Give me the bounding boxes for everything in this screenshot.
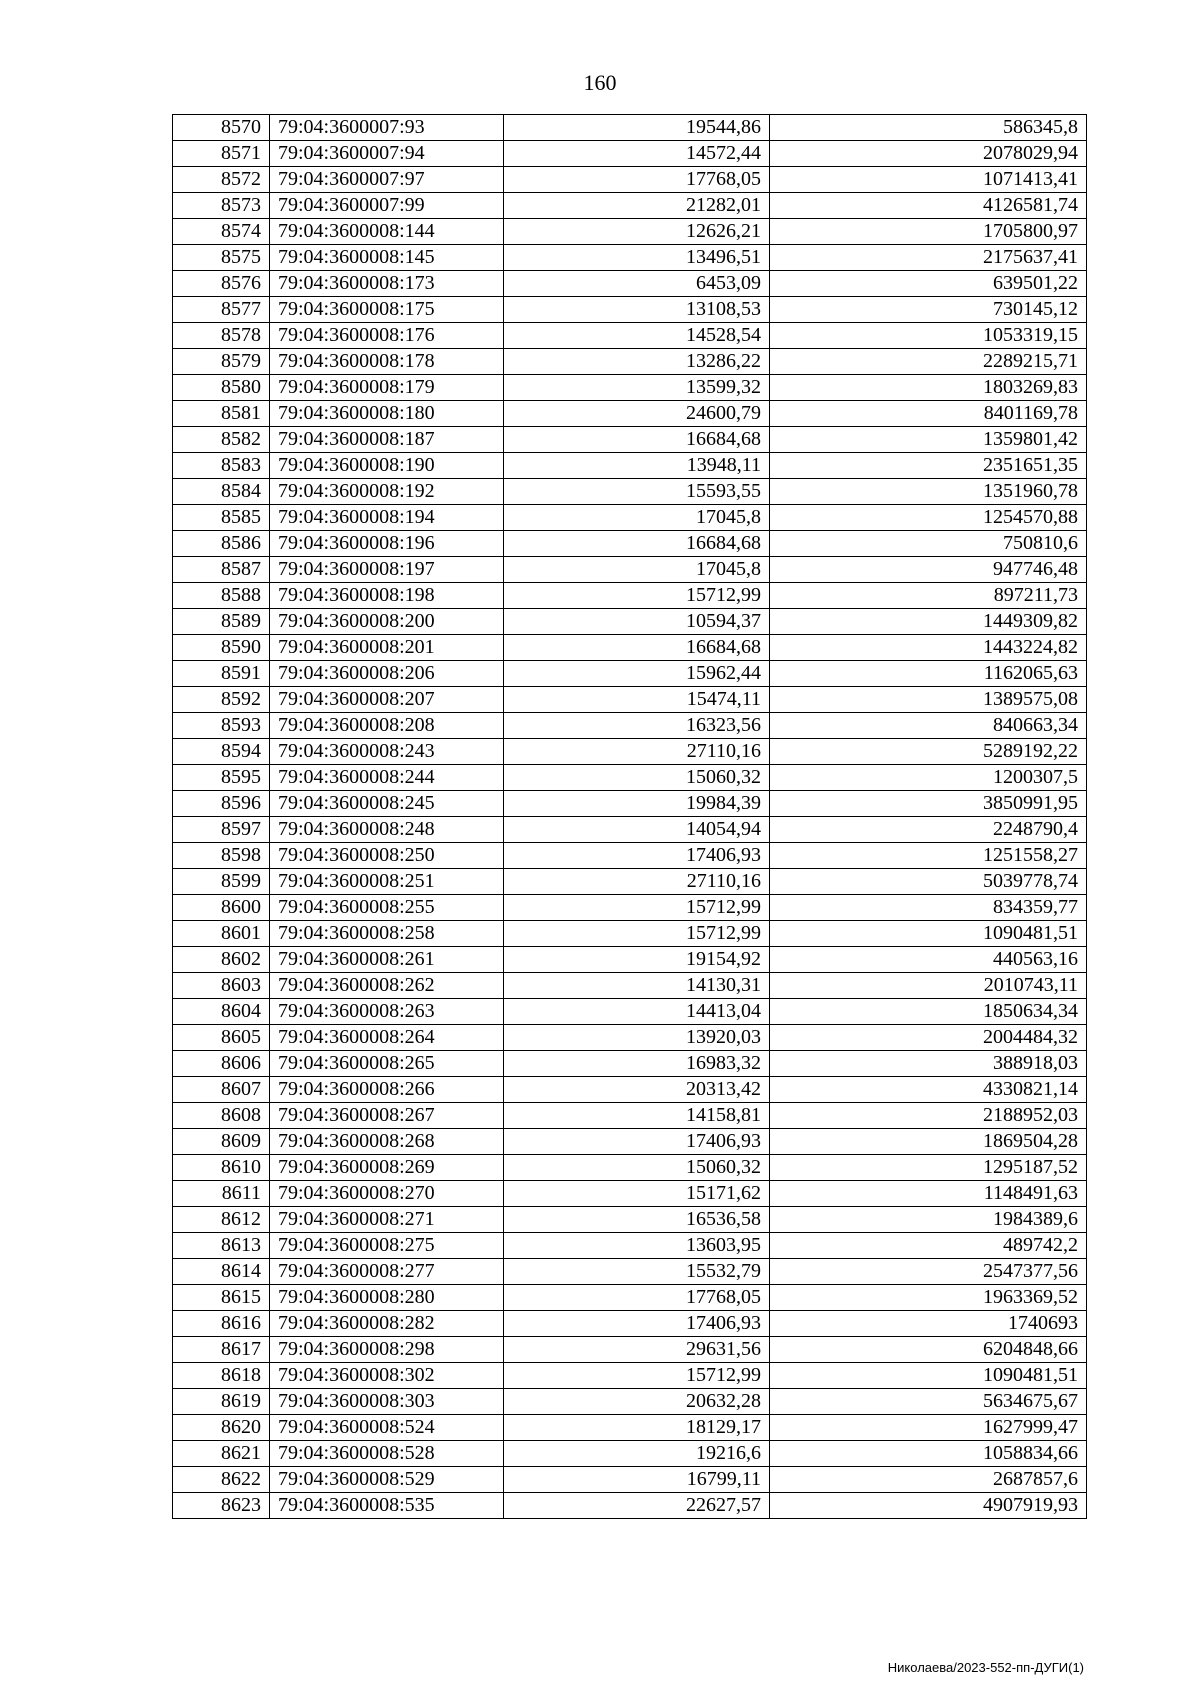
cadastral-number-cell: 79:04:3600008:248 [270, 817, 504, 843]
cadastral-number-cell: 79:04:3600008:196 [270, 531, 504, 557]
table-row [173, 1259, 1087, 1285]
table-row [173, 635, 1087, 661]
table-row [173, 609, 1087, 635]
row-number-cell: 8602 [173, 947, 270, 973]
cadastral-number-cell: 79:04:3600008:175 [270, 297, 504, 323]
row-number-cell: 8606 [173, 1051, 270, 1077]
table-row [173, 1025, 1087, 1051]
table-row [173, 583, 1087, 609]
area-cell: 19984,39 [504, 791, 770, 817]
row-number-cell: 8579 [173, 349, 270, 375]
cadastral-number-cell: 79:04:3600008:528 [270, 1441, 504, 1467]
value-cell: 1449309,82 [770, 609, 1087, 635]
cadastral-number-cell: 79:04:3600007:97 [270, 167, 504, 193]
area-cell: 15060,32 [504, 1155, 770, 1181]
cadastral-number-cell: 79:04:3600008:145 [270, 245, 504, 271]
table-row [173, 869, 1087, 895]
row-number-cell: 8600 [173, 895, 270, 921]
table-row [173, 713, 1087, 739]
document-reference: Николаева/2023-552-пп-ДУГИ(1) [887, 1660, 1084, 1675]
cadastral-number-cell: 79:04:3600008:244 [270, 765, 504, 791]
value-cell: 1200307,5 [770, 765, 1087, 791]
area-cell: 17406,93 [504, 843, 770, 869]
row-number-cell: 8576 [173, 271, 270, 297]
area-cell: 16684,68 [504, 427, 770, 453]
table-row [173, 1181, 1087, 1207]
table-row [173, 219, 1087, 245]
area-cell: 13496,51 [504, 245, 770, 271]
area-cell: 20632,28 [504, 1389, 770, 1415]
cadastral-number-cell: 79:04:3600008:192 [270, 479, 504, 505]
row-number-cell: 8588 [173, 583, 270, 609]
table-row [173, 1337, 1087, 1363]
area-cell: 16323,56 [504, 713, 770, 739]
row-number-cell: 8589 [173, 609, 270, 635]
row-number-cell: 8597 [173, 817, 270, 843]
table-row [173, 765, 1087, 791]
row-number-cell: 8615 [173, 1285, 270, 1311]
area-cell: 19544,86 [504, 115, 770, 141]
value-cell: 1254570,88 [770, 505, 1087, 531]
table-row [173, 427, 1087, 453]
row-number-cell: 8584 [173, 479, 270, 505]
row-number-cell: 8582 [173, 427, 270, 453]
table-row [173, 973, 1087, 999]
value-cell: 440563,16 [770, 947, 1087, 973]
area-cell: 13599,32 [504, 375, 770, 401]
row-number-cell: 8581 [173, 401, 270, 427]
area-cell: 15060,32 [504, 765, 770, 791]
area-cell: 27110,16 [504, 739, 770, 765]
value-cell: 3850991,95 [770, 791, 1087, 817]
table-row [173, 999, 1087, 1025]
row-number-cell: 8613 [173, 1233, 270, 1259]
table-row [173, 245, 1087, 271]
value-cell: 6204848,66 [770, 1337, 1087, 1363]
table-row [173, 661, 1087, 687]
value-cell: 1850634,34 [770, 999, 1087, 1025]
cadastral-number-cell: 79:04:3600008:270 [270, 1181, 504, 1207]
value-cell: 947746,48 [770, 557, 1087, 583]
area-cell: 13948,11 [504, 453, 770, 479]
table-row [173, 687, 1087, 713]
cadastral-number-cell: 79:04:3600008:179 [270, 375, 504, 401]
row-number-cell: 8575 [173, 245, 270, 271]
area-cell: 24600,79 [504, 401, 770, 427]
value-cell: 897211,73 [770, 583, 1087, 609]
table-row [173, 921, 1087, 947]
table-row [173, 141, 1087, 167]
value-cell: 1740693 [770, 1311, 1087, 1337]
row-number-cell: 8596 [173, 791, 270, 817]
row-number-cell: 8610 [173, 1155, 270, 1181]
value-cell: 639501,22 [770, 271, 1087, 297]
row-number-cell: 8598 [173, 843, 270, 869]
table-row [173, 1493, 1087, 1519]
area-cell: 15712,99 [504, 921, 770, 947]
row-number-cell: 8572 [173, 167, 270, 193]
table-row [173, 739, 1087, 765]
cadastral-number-cell: 79:04:3600008:302 [270, 1363, 504, 1389]
row-number-cell: 8594 [173, 739, 270, 765]
row-number-cell: 8612 [173, 1207, 270, 1233]
row-number-cell: 8609 [173, 1129, 270, 1155]
cadastral-number-cell: 79:04:3600007:94 [270, 141, 504, 167]
value-cell: 5039778,74 [770, 869, 1087, 895]
area-cell: 17045,8 [504, 557, 770, 583]
value-cell: 5289192,22 [770, 739, 1087, 765]
value-cell: 1627999,47 [770, 1415, 1087, 1441]
value-cell: 2078029,94 [770, 141, 1087, 167]
area-cell: 14054,94 [504, 817, 770, 843]
table-row [173, 531, 1087, 557]
area-cell: 16684,68 [504, 531, 770, 557]
cadastral-number-cell: 79:04:3600008:180 [270, 401, 504, 427]
value-cell: 1251558,27 [770, 843, 1087, 869]
row-number-cell: 8623 [173, 1493, 270, 1519]
table-row [173, 791, 1087, 817]
cadastral-number-cell: 79:04:3600008:190 [270, 453, 504, 479]
value-cell: 750810,6 [770, 531, 1087, 557]
row-number-cell: 8619 [173, 1389, 270, 1415]
cadastral-number-cell: 79:04:3600008:201 [270, 635, 504, 661]
cadastral-number-cell: 79:04:3600008:271 [270, 1207, 504, 1233]
table-row [173, 271, 1087, 297]
cadastral-number-cell: 79:04:3600008:243 [270, 739, 504, 765]
value-cell: 4330821,14 [770, 1077, 1087, 1103]
table-row [173, 323, 1087, 349]
row-number-cell: 8601 [173, 921, 270, 947]
cadastral-number-cell: 79:04:3600008:535 [270, 1493, 504, 1519]
area-cell: 17406,93 [504, 1311, 770, 1337]
table-row [173, 297, 1087, 323]
area-cell: 13603,95 [504, 1233, 770, 1259]
value-cell: 2351651,35 [770, 453, 1087, 479]
area-cell: 14158,81 [504, 1103, 770, 1129]
area-cell: 16983,32 [504, 1051, 770, 1077]
row-number-cell: 8611 [173, 1181, 270, 1207]
row-number-cell: 8585 [173, 505, 270, 531]
table-row [173, 1467, 1087, 1493]
row-number-cell: 8574 [173, 219, 270, 245]
table-row [173, 349, 1087, 375]
area-cell: 17045,8 [504, 505, 770, 531]
table-row [173, 1129, 1087, 1155]
area-cell: 17768,05 [504, 167, 770, 193]
area-cell: 27110,16 [504, 869, 770, 895]
row-number-cell: 8607 [173, 1077, 270, 1103]
cadastral-number-cell: 79:04:3600008:255 [270, 895, 504, 921]
cadastral-number-cell: 79:04:3600008:268 [270, 1129, 504, 1155]
row-number-cell: 8614 [173, 1259, 270, 1285]
value-cell: 1090481,51 [770, 921, 1087, 947]
table-row [173, 1155, 1087, 1181]
area-cell: 14572,44 [504, 141, 770, 167]
value-cell: 1053319,15 [770, 323, 1087, 349]
value-cell: 2289215,71 [770, 349, 1087, 375]
row-number-cell: 8571 [173, 141, 270, 167]
area-cell: 19154,92 [504, 947, 770, 973]
value-cell: 4126581,74 [770, 193, 1087, 219]
cadastral-number-cell: 79:04:3600008:267 [270, 1103, 504, 1129]
value-cell: 1984389,6 [770, 1207, 1087, 1233]
area-cell: 18129,17 [504, 1415, 770, 1441]
area-cell: 16684,68 [504, 635, 770, 661]
row-number-cell: 8573 [173, 193, 270, 219]
cadastral-number-cell: 79:04:3600008:194 [270, 505, 504, 531]
value-cell: 1162065,63 [770, 661, 1087, 687]
row-number-cell: 8595 [173, 765, 270, 791]
area-cell: 15712,99 [504, 1363, 770, 1389]
table-row [173, 1207, 1087, 1233]
table-row [173, 1077, 1087, 1103]
value-cell: 388918,03 [770, 1051, 1087, 1077]
table-row [173, 1103, 1087, 1129]
cadastral-number-cell: 79:04:3600008:261 [270, 947, 504, 973]
value-cell: 1803269,83 [770, 375, 1087, 401]
table-row [173, 1311, 1087, 1337]
table-row [173, 1051, 1087, 1077]
cadastral-number-cell: 79:04:3600008:262 [270, 973, 504, 999]
cadastral-number-cell: 79:04:3600008:275 [270, 1233, 504, 1259]
value-cell: 1389575,08 [770, 687, 1087, 713]
cadastral-number-cell: 79:04:3600008:263 [270, 999, 504, 1025]
cadastral-number-cell: 79:04:3600008:250 [270, 843, 504, 869]
cadastral-number-cell: 79:04:3600008:198 [270, 583, 504, 609]
row-number-cell: 8577 [173, 297, 270, 323]
row-number-cell: 8622 [173, 1467, 270, 1493]
row-number-cell: 8587 [173, 557, 270, 583]
cadastral-number-cell: 79:04:3600008:173 [270, 271, 504, 297]
table-row [173, 1233, 1087, 1259]
value-cell: 8401169,78 [770, 401, 1087, 427]
table-row [173, 1441, 1087, 1467]
value-cell: 489742,2 [770, 1233, 1087, 1259]
value-cell: 1295187,52 [770, 1155, 1087, 1181]
table-row [173, 1389, 1087, 1415]
value-cell: 2687857,6 [770, 1467, 1087, 1493]
table-body [173, 115, 1087, 1519]
cadastral-number-cell: 79:04:3600008:176 [270, 323, 504, 349]
area-cell: 22627,57 [504, 1493, 770, 1519]
table-row [173, 1363, 1087, 1389]
table-row [173, 115, 1087, 141]
page-number: 160 [583, 70, 617, 95]
value-cell: 4907919,93 [770, 1493, 1087, 1519]
area-cell: 20313,42 [504, 1077, 770, 1103]
cadastral-number-cell: 79:04:3600008:200 [270, 609, 504, 635]
row-number-cell: 8590 [173, 635, 270, 661]
table-row [173, 505, 1087, 531]
row-number-cell: 8592 [173, 687, 270, 713]
area-cell: 13108,53 [504, 297, 770, 323]
area-cell: 13286,22 [504, 349, 770, 375]
value-cell: 2175637,41 [770, 245, 1087, 271]
value-cell: 5634675,67 [770, 1389, 1087, 1415]
cadastral-number-cell: 79:04:3600008:266 [270, 1077, 504, 1103]
cadastral-number-cell: 79:04:3600008:298 [270, 1337, 504, 1363]
area-cell: 16799,11 [504, 1467, 770, 1493]
value-cell: 730145,12 [770, 297, 1087, 323]
area-cell: 15474,11 [504, 687, 770, 713]
table-row [173, 817, 1087, 843]
area-cell: 13920,03 [504, 1025, 770, 1051]
value-cell: 1705800,97 [770, 219, 1087, 245]
value-cell: 2004484,32 [770, 1025, 1087, 1051]
row-number-cell: 8583 [173, 453, 270, 479]
row-number-cell: 8604 [173, 999, 270, 1025]
row-number-cell: 8618 [173, 1363, 270, 1389]
cadastral-number-cell: 79:04:3600008:258 [270, 921, 504, 947]
value-cell: 1351960,78 [770, 479, 1087, 505]
table-row [173, 947, 1087, 973]
cadastral-number-cell: 79:04:3600008:245 [270, 791, 504, 817]
area-cell: 21282,01 [504, 193, 770, 219]
row-number-cell: 8599 [173, 869, 270, 895]
cadastral-number-cell: 79:04:3600008:208 [270, 713, 504, 739]
value-cell: 840663,34 [770, 713, 1087, 739]
table-row [173, 895, 1087, 921]
row-number-cell: 8591 [173, 661, 270, 687]
cadastral-number-cell: 79:04:3600008:280 [270, 1285, 504, 1311]
cadastral-number-cell: 79:04:3600008:524 [270, 1415, 504, 1441]
area-cell: 15532,79 [504, 1259, 770, 1285]
value-cell: 2547377,56 [770, 1259, 1087, 1285]
cadastral-number-cell: 79:04:3600007:99 [270, 193, 504, 219]
value-cell: 1359801,42 [770, 427, 1087, 453]
area-cell: 6453,09 [504, 271, 770, 297]
row-number-cell: 8621 [173, 1441, 270, 1467]
cadastral-number-cell: 79:04:3600008:282 [270, 1311, 504, 1337]
value-cell: 1443224,82 [770, 635, 1087, 661]
row-number-cell: 8578 [173, 323, 270, 349]
row-number-cell: 8608 [173, 1103, 270, 1129]
value-cell: 1148491,63 [770, 1181, 1087, 1207]
table-row [173, 375, 1087, 401]
table-row [173, 401, 1087, 427]
cadastral-number-cell: 79:04:3600008:187 [270, 427, 504, 453]
area-cell: 14528,54 [504, 323, 770, 349]
area-cell: 10594,37 [504, 609, 770, 635]
cadastral-number-cell: 79:04:3600008:269 [270, 1155, 504, 1181]
cadastral-number-cell: 79:04:3600007:93 [270, 115, 504, 141]
area-cell: 14130,31 [504, 973, 770, 999]
table-row [173, 453, 1087, 479]
area-cell: 14413,04 [504, 999, 770, 1025]
row-number-cell: 8605 [173, 1025, 270, 1051]
row-number-cell: 8570 [173, 115, 270, 141]
table-row [173, 1285, 1087, 1311]
value-cell: 2248790,4 [770, 817, 1087, 843]
value-cell: 586345,8 [770, 115, 1087, 141]
cadastral-number-cell: 79:04:3600008:303 [270, 1389, 504, 1415]
cadastral-number-cell: 79:04:3600008:206 [270, 661, 504, 687]
area-cell: 15593,55 [504, 479, 770, 505]
table-row [173, 479, 1087, 505]
table-row [173, 1415, 1087, 1441]
cadastral-number-cell: 79:04:3600008:264 [270, 1025, 504, 1051]
cadastral-number-cell: 79:04:3600008:529 [270, 1467, 504, 1493]
table-row [173, 557, 1087, 583]
value-cell: 2188952,03 [770, 1103, 1087, 1129]
cadastral-value-table [172, 114, 1087, 1519]
cadastral-number-cell: 79:04:3600008:251 [270, 869, 504, 895]
row-number-cell: 8580 [173, 375, 270, 401]
area-cell: 29631,56 [504, 1337, 770, 1363]
area-cell: 17406,93 [504, 1129, 770, 1155]
row-number-cell: 8593 [173, 713, 270, 739]
row-number-cell: 8603 [173, 973, 270, 999]
row-number-cell: 8616 [173, 1311, 270, 1337]
row-number-cell: 8586 [173, 531, 270, 557]
area-cell: 15962,44 [504, 661, 770, 687]
value-cell: 1869504,28 [770, 1129, 1087, 1155]
row-number-cell: 8617 [173, 1337, 270, 1363]
row-number-cell: 8620 [173, 1415, 270, 1441]
cadastral-number-cell: 79:04:3600008:144 [270, 219, 504, 245]
area-cell: 12626,21 [504, 219, 770, 245]
table-row [173, 843, 1087, 869]
area-cell: 15712,99 [504, 583, 770, 609]
cadastral-number-cell: 79:04:3600008:277 [270, 1259, 504, 1285]
area-cell: 16536,58 [504, 1207, 770, 1233]
area-cell: 15712,99 [504, 895, 770, 921]
cadastral-number-cell: 79:04:3600008:197 [270, 557, 504, 583]
cadastral-number-cell: 79:04:3600008:265 [270, 1051, 504, 1077]
table-row [173, 193, 1087, 219]
table-row [173, 167, 1087, 193]
value-cell: 1071413,41 [770, 167, 1087, 193]
area-cell: 19216,6 [504, 1441, 770, 1467]
area-cell: 15171,62 [504, 1181, 770, 1207]
value-cell: 1090481,51 [770, 1363, 1087, 1389]
value-cell: 834359,77 [770, 895, 1087, 921]
value-cell: 1058834,66 [770, 1441, 1087, 1467]
area-cell: 17768,05 [504, 1285, 770, 1311]
value-cell: 1963369,52 [770, 1285, 1087, 1311]
value-cell: 2010743,11 [770, 973, 1087, 999]
cadastral-number-cell: 79:04:3600008:207 [270, 687, 504, 713]
cadastral-number-cell: 79:04:3600008:178 [270, 349, 504, 375]
